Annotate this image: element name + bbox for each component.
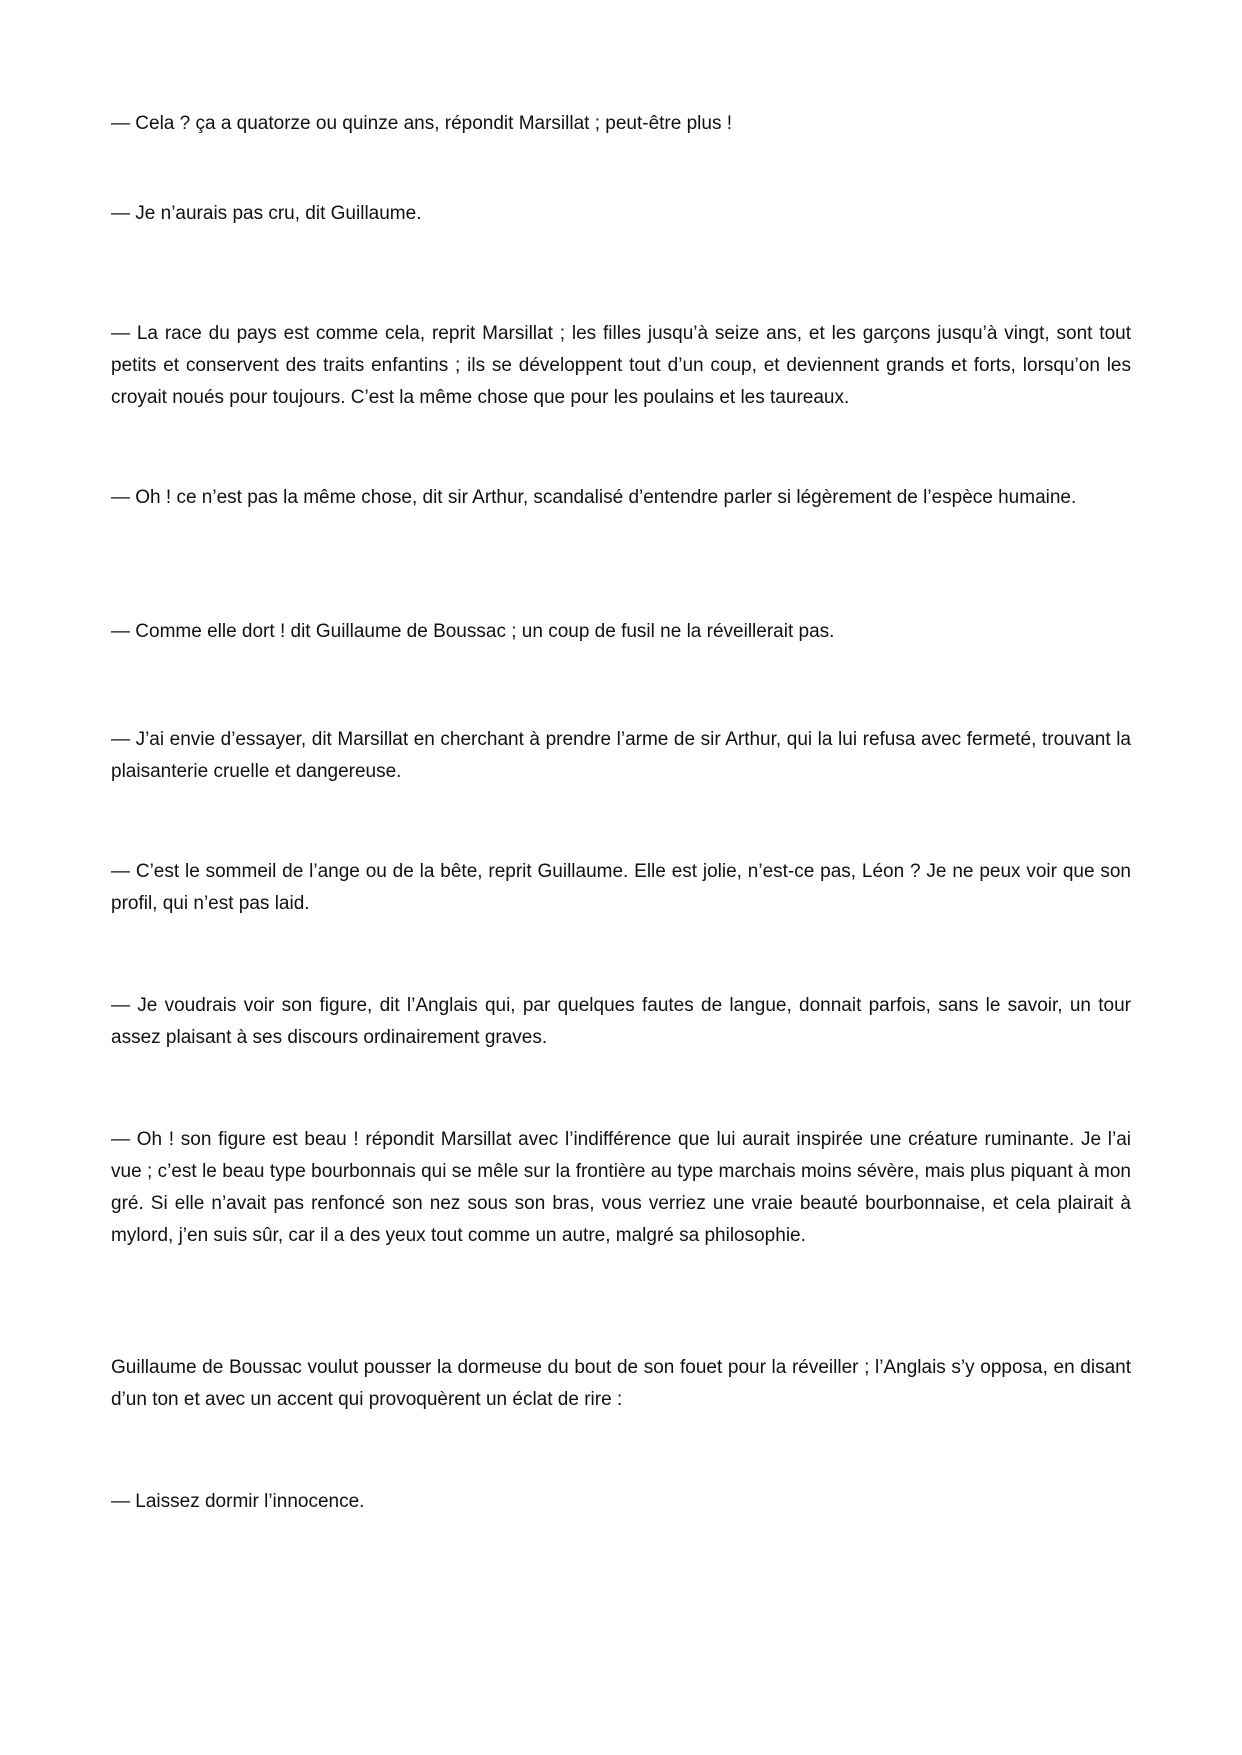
paragraph-11: — Laissez dormir l’innocence. (111, 1491, 365, 1512)
paragraph-6: — J’ai envie d’essayer, dit Marsillat en cherchant à prendre l’arme de sir Arthur, qui la lui refusa avec fermeté, trouvant la plaisanterie cruelle et dangereuse. (111, 729, 1131, 782)
paragraph-1: — Cela ? ça a quatorze ou quinze ans, répondit Marsillat ; peut-être plus ! (111, 113, 733, 134)
paragraph-5: — Comme elle dort ! dit Guillaume de Boussac ; un coup de fusil ne la réveillerait pas. (111, 621, 835, 642)
paragraph-8: — Je voudrais voir son figure, dit l’Anglais qui, par quelques fautes de langue, donnait parfois, sans le savoir, un tour assez plaisant à ses discours ordinairement graves. (111, 995, 1131, 1048)
paragraph-4: — Oh ! ce n’est pas la même chose, dit sir Arthur, scandalisé d’entendre parler si légèrement de l’espèce humaine. (111, 487, 1077, 508)
paragraph-9: — Oh ! son figure est beau ! répondit Marsillat avec l’indifférence que lui aurait inspirée une créature ruminante. Je l’ai vue ; c’est le beau type bourbonnais qui se mêle sur la frontière au type marchais moins sévère, mais plus piquant à mon gré. Si elle n’avait pas renfoncé son nez sous son bras, vous verriez une vraie beauté bourbonnaise, et cela plairait à mylord, j’en suis sûr, car il a des yeux tout comme un autre, malgré sa philosophie. (111, 1129, 1131, 1246)
paragraph-2: — Je n’aurais pas cru, dit Guillaume. (111, 203, 422, 224)
paragraph-10: Guillaume de Boussac voulut pousser la dormeuse du bout de son fouet pour la réveiller ; l’Anglais s’y opposa, en disant d’un ton et avec un accent qui provoquèrent un éclat de rire : (111, 1357, 1131, 1410)
paragraph-7: — C’est le sommeil de l’ange ou de la bête, reprit Guillaume. Elle est jolie, n’est-ce pas, Léon ? Je ne peux voir que son profil, qui n’est pas laid. (111, 861, 1131, 914)
paragraph-3: — La race du pays est comme cela, reprit Marsillat ; les filles jusqu’à seize ans, et les garçons jusqu’à vingt, sont tout petits et conservent des traits enfantins ; ils se développent tout d’un coup, et deviennent grands et forts, lorsqu’on les croyait noués pour toujours. C’est la même chose que pour les poulains et les taureaux. (111, 323, 1131, 408)
